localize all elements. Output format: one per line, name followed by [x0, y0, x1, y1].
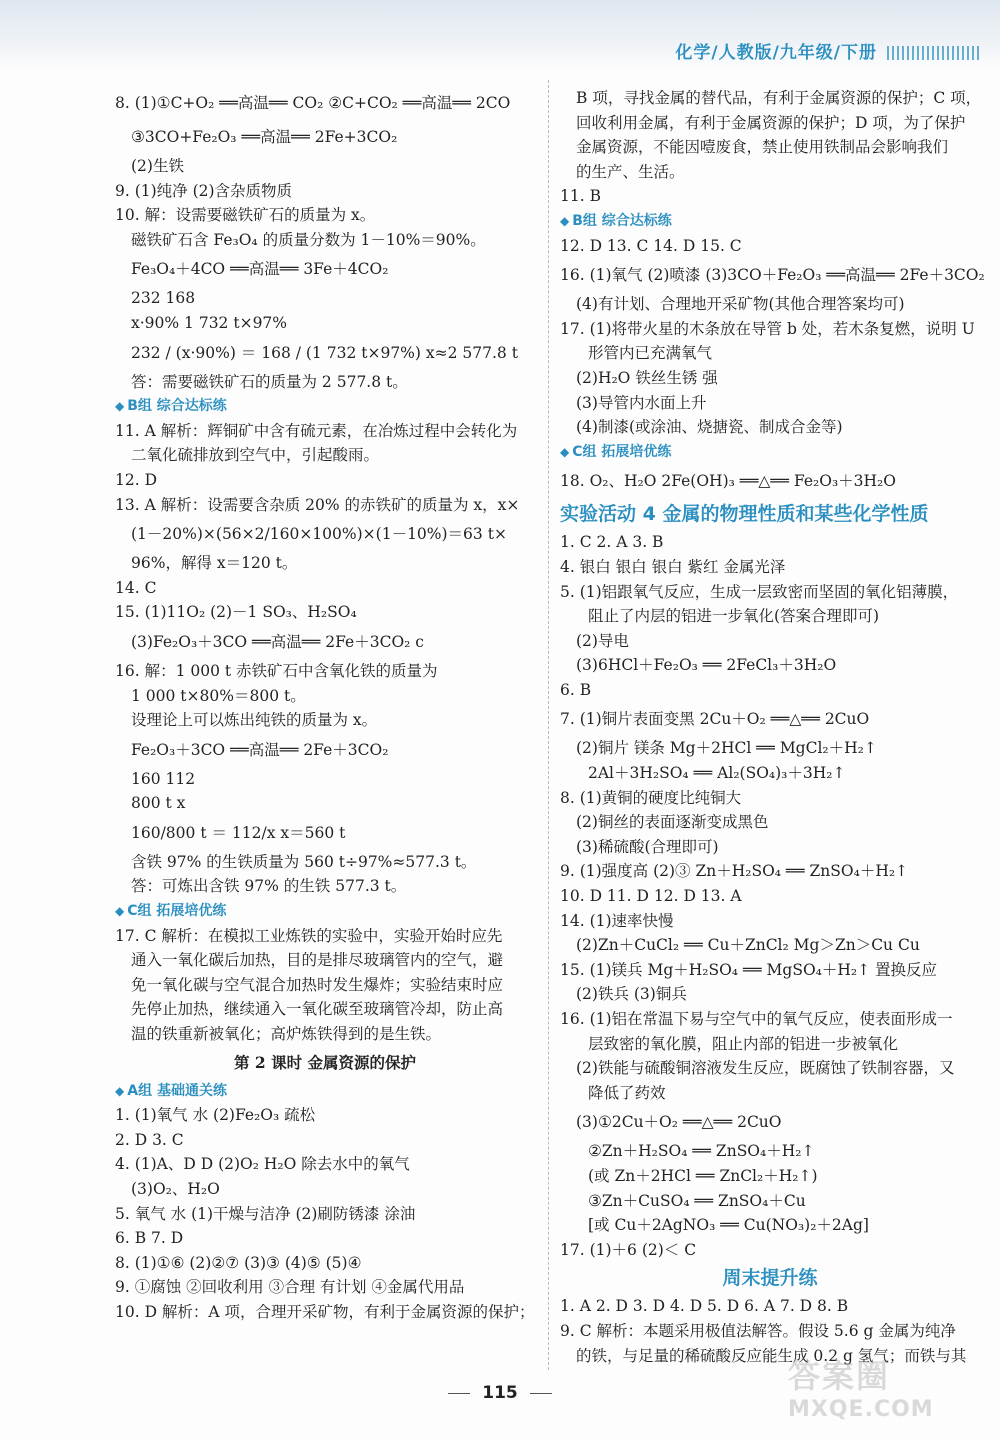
right-column	[560, 86, 985, 1368]
answer-line: 160 112	[131, 769, 196, 788]
answer-line: Fe₃O₄＋4CO ══高温══ 3Fe＋4CO₂	[131, 260, 389, 279]
answer-line: 降低了药效	[588, 1083, 666, 1102]
answer-line: [或 Cu＋2AgNO₃ ══ Cu(NO₃)₂＋2Ag]	[588, 1216, 869, 1235]
answer-line: 1. C 2. A 3. B	[560, 533, 664, 552]
answer-line: 96%，解得 x＝120 t。	[131, 554, 298, 573]
answer-line: 二氧化硫排放到空气中，引起酸雨。	[131, 446, 380, 465]
answer-line: 13. A 解析：设需要含杂质 20% 的赤铁矿的质量为 x，x×	[115, 495, 520, 514]
answer-line: 17. (1)＋6 (2)＜ C	[560, 1240, 697, 1259]
answer-line: (2)铜丝的表面逐渐变成黑色	[576, 813, 769, 832]
answer-line: 通入一氧化碳后加热，目的是排尽玻璃管内的空气，避	[131, 951, 504, 970]
answer-line: 2. D 3. C	[115, 1130, 184, 1149]
answer-line: 7. (1)铜片表面变黑 2Cu＋O₂ ══△══ 2CuO	[560, 710, 870, 729]
answer-line: 1. A 2. D 3. D 4. D 5. D 6. A 7. D 8. B	[560, 1297, 849, 1316]
answer-line: 12. D 13. C 14. D 15. C	[560, 236, 742, 255]
header-dots	[887, 46, 982, 60]
answer-line: 1 000 t×80%＝800 t。	[131, 686, 306, 705]
answer-line: 磁铁矿石含 Fe₃O₄ 的质量分数为 1－10%＝90%。	[131, 230, 486, 249]
answer-line: (3)O₂、H₂O	[131, 1180, 220, 1198]
answer-line: 232 / (x·90%) ＝ 168 / (1 732 t×97%) x≈2 577.8 t	[131, 343, 518, 362]
watermark-top: 答案圈	[788, 1357, 891, 1395]
answer-line: 16. (1)铝在常温下易与空气中的氧气反应，使表面形成一	[560, 1010, 953, 1028]
answer-line: 12. D	[115, 470, 158, 489]
answer-line: 9. (1)强度高 (2)③ Zn＋H₂SO₄ ══ ZnSO₄＋H₂↑	[560, 862, 909, 881]
answer-line: 2Al＋3H₂SO₄ ══ Al₂(SO₄)₃＋3H₂↑	[588, 764, 846, 783]
answer-line: 160/800 t ＝ 112/x x＝560 t	[131, 823, 346, 842]
answer-line: 14. (1)速率快慢	[560, 911, 674, 930]
answer-line: 10. D 解析：A 项，合理开采矿物，有利于金属资源的保护；	[115, 1302, 535, 1321]
footer-dash-right	[530, 1393, 552, 1394]
answer-line: (2)H₂O 铁丝生锈 强	[576, 368, 718, 387]
diamond-icon: ◆	[560, 213, 570, 228]
answer-line: ③Zn＋CuSO₄ ══ ZnSO₄＋Cu	[588, 1191, 806, 1210]
group-heading-text: C组 拓展培优练	[572, 443, 672, 460]
diamond-icon: ◆	[115, 399, 125, 414]
answer-line: 的铁，与足量的稀硫酸反应能生成 0.2 g 氢气；而铁与其	[576, 1346, 967, 1365]
answer-line: 8. (1)①C+O₂ ══高温══ CO₂ ②C+CO₂ ══高温══ 2CO	[115, 94, 511, 112]
group-heading-text: B组 综合达标练	[127, 398, 227, 415]
answer-line: Fe₂O₃＋3CO ══高温══ 2Fe＋3CO₂	[131, 740, 389, 759]
answer-line: 5. (1)铝跟氧气反应，生成一层致密而坚固的氧化铝薄膜，	[560, 582, 959, 601]
answer-line: 8. (1)①⑥ (2)②⑦ (3)③ (4)⑤ (5)④	[115, 1253, 362, 1272]
answer-line: 形管内已充满氧气	[588, 344, 713, 363]
group-heading-text: B组 综合达标练	[572, 212, 672, 229]
answer-line: 232 168	[131, 289, 196, 308]
section-title: 实验活动 4 金属的物理性质和某些化学性质	[560, 503, 929, 526]
answer-line: 4. (1)A、D D (2)O₂ H₂O 除去水中的氧气	[115, 1155, 410, 1174]
group-heading	[560, 440, 980, 465]
answer-line: ②Zn＋H₂SO₄ ══ ZnSO₄＋H₂↑	[588, 1142, 815, 1161]
answer-line: (3)导管内水面上升	[576, 393, 707, 412]
answer-line: 设理论上可以炼出纯铁的质量为 x。	[131, 711, 378, 730]
answer-line: 9. ①腐蚀 ②回收利用 ③合理 有计划 ④金属代用品	[115, 1278, 465, 1297]
answer-line: 8. (1)黄铜的硬度比纯铜大	[560, 788, 742, 807]
answer-line: 15. (1)11O₂ (2)－1 SO₃、H₂SO₄	[115, 603, 357, 622]
answer-line: 800 t x	[131, 794, 186, 813]
answer-line: 温的铁重新被氧化；高炉炼铁得到的是生铁。	[131, 1025, 442, 1044]
answer-line: (2)铁能与硫酸铜溶液发生反应，既腐蚀了铁制容器，又	[576, 1059, 955, 1078]
book-header	[675, 38, 982, 63]
answer-line: 16. 解：1 000 t 赤铁矿石中含氧化铁的质量为	[115, 661, 438, 680]
answer-line: 6. B 7. D	[115, 1229, 184, 1248]
diamond-icon: ◆	[560, 444, 570, 459]
page-number: 115	[482, 1383, 518, 1403]
answer-line: 5. 氧气 水 (1)干燥与洁净 (2)刷防锈漆 涂油	[115, 1204, 416, 1223]
answer-line: 15. (1)镁兵 Mg＋H₂SO₄ ══ MgSO₄＋H₂↑ 置换反应	[560, 960, 938, 979]
column-divider	[548, 80, 549, 1370]
group-heading	[115, 1079, 535, 1104]
answer-line: (2)铁兵 (3)铜兵	[576, 985, 687, 1004]
answer-line: 阻止了内层的铝进一步氧化(答案合理即可)	[588, 607, 880, 626]
answer-line: 18. O₂、H₂O 2Fe(OH)₃ ══△══ Fe₂O₃＋3H₂O	[560, 472, 896, 491]
group-heading	[560, 209, 980, 234]
section-title: 周末提升练	[722, 1267, 818, 1290]
group-heading	[115, 394, 535, 419]
answer-line: (2)铜片 镁条 Mg＋2HCl ══ MgCl₂＋H₂↑	[576, 739, 877, 758]
watermark-logo	[788, 1351, 988, 1431]
footer-dash-left	[448, 1393, 470, 1394]
diamond-icon: ◆	[115, 1083, 125, 1098]
answer-line: 的生产、生活。	[576, 162, 685, 181]
answer-line: 答：可炼出含铁 97% 的生铁 577.3 t。	[131, 877, 407, 896]
answer-line: 免一氧化碳与空气混合加热时发生爆炸；实验结束时应	[131, 975, 504, 994]
answer-line: (2)导电	[576, 631, 629, 650]
answer-line: 含铁 97% 的生铁质量为 560 t÷97%≈577.3 t。	[131, 852, 477, 871]
answer-line: 17. C 解析：在模拟工业炼铁的实验中，实验开始时应先	[115, 926, 503, 945]
group-heading-text: C组 拓展培优练	[127, 903, 227, 920]
answer-line: 9. (1)纯净 (2)含杂质物质	[115, 181, 293, 200]
answer-line: (2)Zn＋CuCl₂ ══ Cu＋ZnCl₂ Mg＞Zn＞Cu Cu	[576, 936, 920, 955]
answer-line: 14. C	[115, 578, 157, 597]
group-heading	[115, 899, 535, 924]
answer-line: 答：需要磁铁矿石的质量为 2 577.8 t。	[131, 372, 408, 391]
answer-line: 6. B	[560, 680, 592, 699]
answer-line: 层致密的氧化膜，阻止内部的铝进一步被氧化	[588, 1034, 899, 1053]
answer-line: (或 Zn＋2HCl ══ ZnCl₂＋H₂↑)	[588, 1166, 818, 1185]
group-heading-text: A组 基础通关练	[127, 1082, 227, 1099]
answer-line: 16. (1)氧气 (2)喷漆 (3)3CO＋Fe₂O₃ ══高温══ 2Fe＋3CO₂	[560, 266, 985, 285]
answer-line: 10. 解：设需要磁铁矿石的质量为 x。	[115, 206, 376, 225]
answer-line: 金属资源，不能因噎废食，禁止使用铁制品会影响我们	[576, 138, 949, 157]
answer-line: 4. 银白 银白 银白 紫红 金属光泽	[560, 557, 786, 576]
answer-line: B 项，寻找金属的替代品，有利于金属资源的保护；C 项，	[576, 89, 982, 107]
watermark-bottom: MXQE.COM	[788, 1397, 934, 1422]
answer-line: 9. C 解析：本题采用极值法解答。假设 5.6 g 金属为纯净	[560, 1321, 956, 1340]
answer-line: (4)制漆(或涂油、烧搪瓷、制成合金等)	[576, 418, 843, 437]
answer-line: (3)稀硫酸(合理即可)	[576, 837, 719, 856]
answer-line: (3)Fe₂O₃＋3CO ══高温══ 2Fe＋3CO₂ c	[131, 632, 424, 651]
answer-line: 回收利用金属，有利于金属资源的保护；D 项，为了保护	[576, 113, 966, 132]
lesson-title: 第 2 课时 金属资源的保护	[234, 1052, 416, 1072]
answer-line: 17. (1)将带火星的木条放在导管 b 处，若木条复燃，说明 U	[560, 319, 975, 338]
answer-line: 10. D 11. D 12. D 13. A	[560, 887, 742, 906]
answer-line: (3)6HCl＋Fe₂O₃ ══ 2FeCl₃＋3H₂O	[576, 656, 837, 675]
answer-line: 11. B	[560, 187, 601, 206]
answer-line: (1－20%)×(56×2/160×100%)×(1－10%)＝63 t×	[131, 525, 507, 544]
answer-line: (4)有计划、合理地开采矿物(其他合理答案均可)	[576, 295, 905, 314]
answer-line: (3)①2Cu＋O₂ ══△══ 2CuO	[576, 1113, 782, 1132]
book-title: 化学/人教版/九年级/下册	[675, 43, 877, 63]
answer-line: 11. A 解析：辉铜矿中含有硫元素，在冶炼过程中会转化为	[115, 421, 518, 440]
answer-line: 1. (1)氧气 水 (2)Fe₂O₃ 疏松	[115, 1106, 316, 1125]
left-column	[115, 86, 535, 1325]
diamond-icon: ◆	[115, 904, 125, 919]
answer-line: (2)生铁	[131, 157, 184, 175]
answer-line: 先停止加热，继续通入一氧化碳至玻璃管冷却，防止高	[131, 1000, 504, 1019]
answer-line: ③3CO+Fe₂O₃ ══高温══ 2Fe+3CO₂	[131, 128, 398, 146]
answer-line: x·90% 1 732 t×97%	[131, 313, 288, 332]
